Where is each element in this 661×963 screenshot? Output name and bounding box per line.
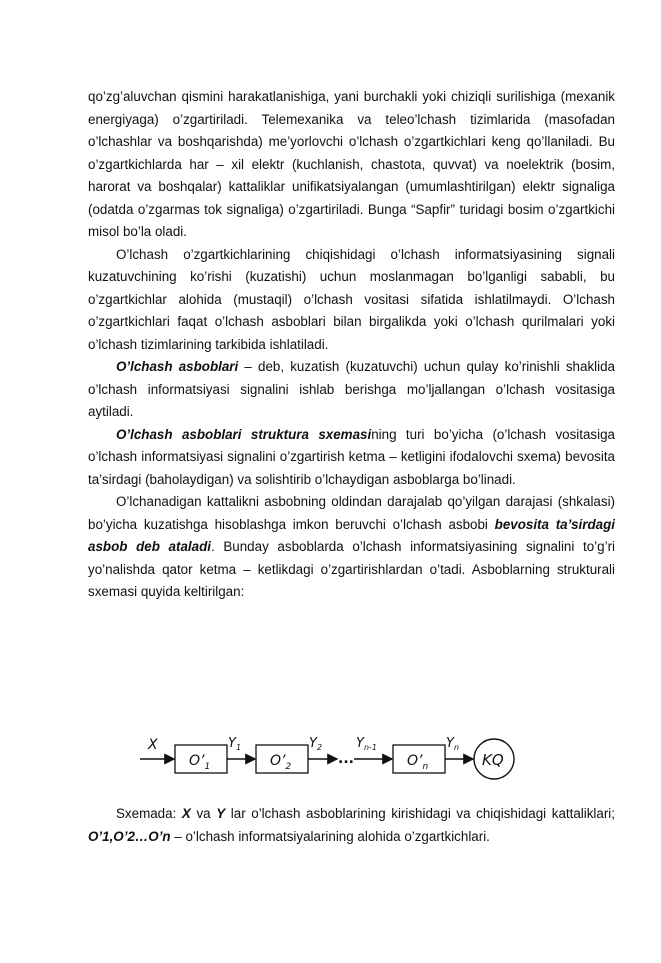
term-olchash-asboblari: O’lchash asboblari <box>116 359 239 374</box>
paragraph-3-text: – deb, kuzatish (kuzatuvchi) uchun qulay ko’rinishli shaklida o’lchash informatsiyasi signalini ishlab berishga mo’ljallangan o’lchash vositasiga aytiladi. <box>88 359 615 419</box>
paragraph-5 <box>88 491 615 604</box>
paragraph-5-text-a: O’lchanadigan kattalikni asbobning oldindan darajalab qo’yilgan darajasi (shkalasi) bo’yicha kuzatishga hisoblashga imkon beruvchi o’lchash asbobi <box>88 494 615 532</box>
diagram-caption <box>88 803 615 848</box>
caption-prefix: Sxemada: <box>116 806 182 821</box>
caption-blocks: O’1,O’2…O’n <box>88 828 171 844</box>
document-body <box>88 86 615 604</box>
signal-n-label: $Y_n$ <box>446 736 460 752</box>
block-n-label: $O’_n$ <box>407 753 429 772</box>
caption-x: X <box>181 806 191 821</box>
term-struktura-sxemasi: O’lchash asboblari struktura sxemasi <box>116 426 372 442</box>
paragraph-5-text-b: . Bunday asboblarda o’lchash informatsiyasining signalini to’g’ri yo’nalishda qator ketma – ketlikdagi o’zgartirishlardan o’tadi. Asboblarning strukturali sxemasi quyida keltirilgan: <box>88 539 615 599</box>
signal-1-label: $Y_1$ <box>228 736 242 752</box>
paragraph-4 <box>88 424 615 492</box>
output-label: KQ <box>482 751 504 769</box>
ellipsis: ... <box>338 751 354 767</box>
caption-end: – o’lchash informatsiyalarining alohida o’zgartkichlari. <box>170 828 490 844</box>
paragraph-1: qo’zg’aluvchan qismini harakatlanishiga, yani burchakli yoki chiziqli surilishiga (mexanik energiyaga) o’zgartiriladi. Telemexanika va teleo’lchash tizimlarida (masofadan o’lchashlar va boshqarishda) me’yorlovchi o’lchash o’zgartkichlari keng qo’llaniladi. Bu o’zgartkichlarda har – xil elektr (kuchlanish, chastota, quvvat) va noelektrik (bosim, harorat va boshqalar) kattaliklar unifikatsiyalangan (umumlashtirilgan) elektr signaliga (odatda o’zgarmas tok signaliga) o’zgartiriladi. Bunga “Sapfir” turidagi bosim o’zgartkichi misol bo’la oladi. <box>88 89 615 239</box>
paragraph-4-text: ning turi bo’yicha (o’lchash vositasiga o’lchash informatsiyasi signalini o’zgartirish ketma – ketligini ifodalovchi sxema) bevosita ta’sirdagi (baholaydigan) va solishtirib o’lchaydigan asboblarga bo’linadi. <box>88 426 615 487</box>
structure-diagram <box>134 733 534 793</box>
caption-y: Y <box>216 806 226 821</box>
paragraph-2: O’lchash o’zgartkichlarining chiqishidagi o’lchash informatsiyasining signali kuzatuvchining ko’rishi (kuzatishi) uchun moslanmagan bo’lganligi sababli, bu o’zgartkichlar alohida (mustaqil) o’lchash vositasi sifatida ishlatilmaydi. O’lchash o’zgartkichlari faqat o’lchash asboblari bilan birgalikda yoki o’lchash qurilmalari yoki o’lchash tizimlarining tarkibida ishlatiladi. <box>88 246 615 352</box>
paragraph-3 <box>88 356 615 424</box>
block-1-label: $O’_1$ <box>189 753 211 772</box>
block-2-label: $O’_2$ <box>270 753 292 772</box>
caption-mid: lar o’lchash asboblarining kirishidagi va chiqishidagi kattaliklari; <box>225 806 615 821</box>
signal-n-1-label: $Y_{n-1}$ <box>356 736 377 752</box>
input-label: X <box>148 737 158 753</box>
caption-va: va <box>190 806 217 821</box>
signal-2-label: $Y_2$ <box>309 736 323 752</box>
term-bevosita: bevosita ta’sirdagi asbob deb ataladi <box>88 516 615 554</box>
